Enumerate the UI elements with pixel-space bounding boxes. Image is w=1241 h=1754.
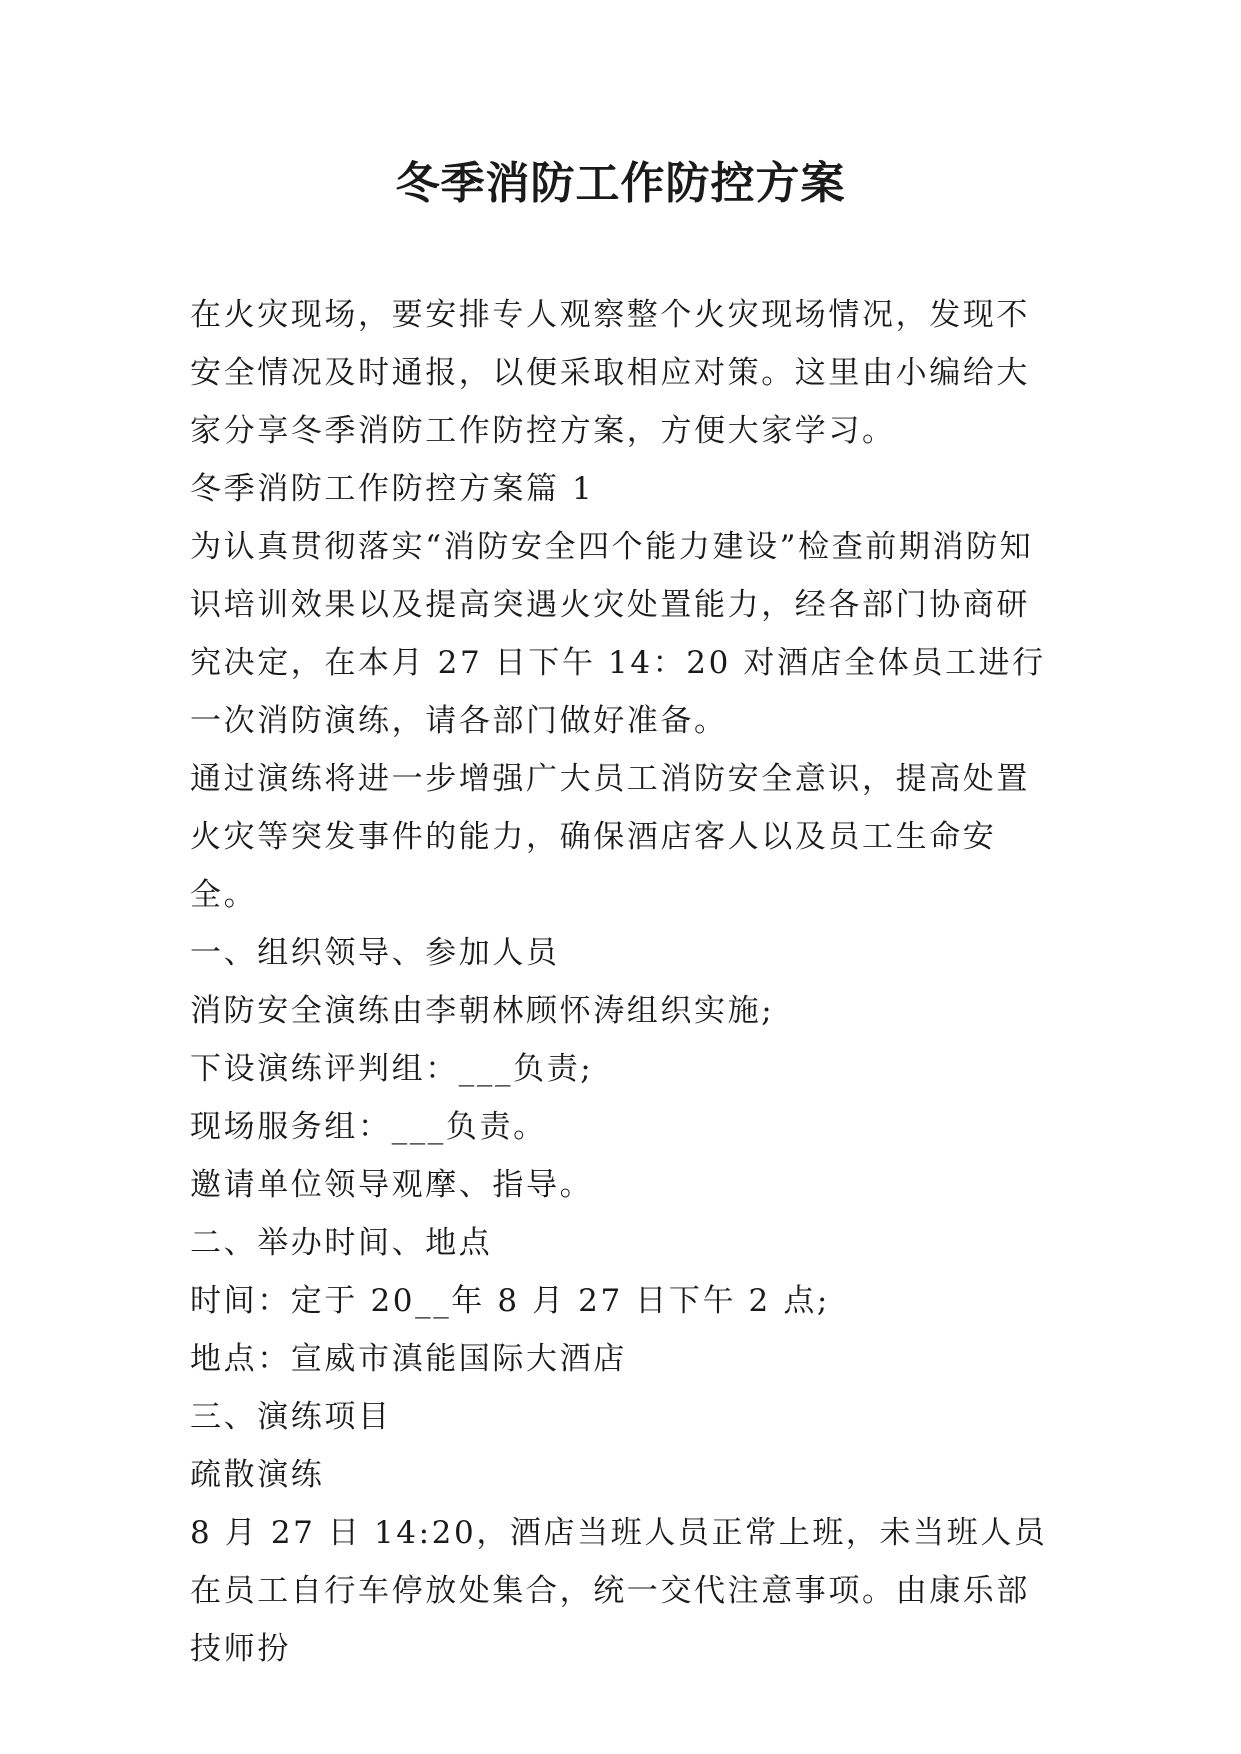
section-heading-time-place: 二、举办时间、地点: [190, 1225, 493, 1261]
service-group-line: 现场服务组：___负责。: [190, 1109, 547, 1145]
purpose-paragraph: 为认真贯彻落实“消防安全四个能力建设”检查前期消防知识培训效果以及提高突遇火灾处置能力，经各部门协商研究决定，在本月 27 日下午 14：20 对酒店全体员工进行一次消防演练，请各部门做好准备。: [190, 529, 1046, 739]
evacuation-drill-heading: 疏散演练: [190, 1457, 325, 1493]
invitation-line: 邀请单位领导观摩、指导。: [190, 1167, 594, 1203]
document-body: [190, 286, 1050, 1678]
goal-paragraph: 通过演练将进一步增强广大员工消防安全意识，提高处置火灾等突发事件的能力，确保酒店客人以及员工生命安全。: [190, 761, 1030, 913]
organizer-line: 消防安全演练由李朝林顾怀涛组织实施;: [190, 993, 775, 1029]
section-heading-organization: 一、组织领导、参加人员: [190, 935, 560, 971]
document-title: 冬季消防工作防控方案: [395, 158, 846, 209]
time-line: 时间：定于 20__年 8 月 27 日下午 2 点;: [190, 1283, 830, 1319]
judging-group-line: 下设演练评判组：___负责;: [190, 1051, 594, 1087]
intro-paragraph: 在火灾现场，要安排专人观察整个火灾现场情况，发现不安全情况及时通报，以便采取相应对策。这里由小编给大家分享冬季消防工作防控方案，方便大家学习。: [190, 297, 1030, 449]
section-heading-drill-items: 三、演练项目: [190, 1399, 392, 1435]
drill-detail-paragraph: 8 月 27 日 14:20，酒店当班人员正常上班，未当班人员在员工自行车停放处集合，统一交代注意事项。由康乐部技师扮: [190, 1515, 1048, 1667]
section-heading-part-1: 冬季消防工作防控方案篇 1: [190, 471, 595, 507]
place-line: 地点：宣威市滇能国际大酒店: [190, 1341, 627, 1377]
